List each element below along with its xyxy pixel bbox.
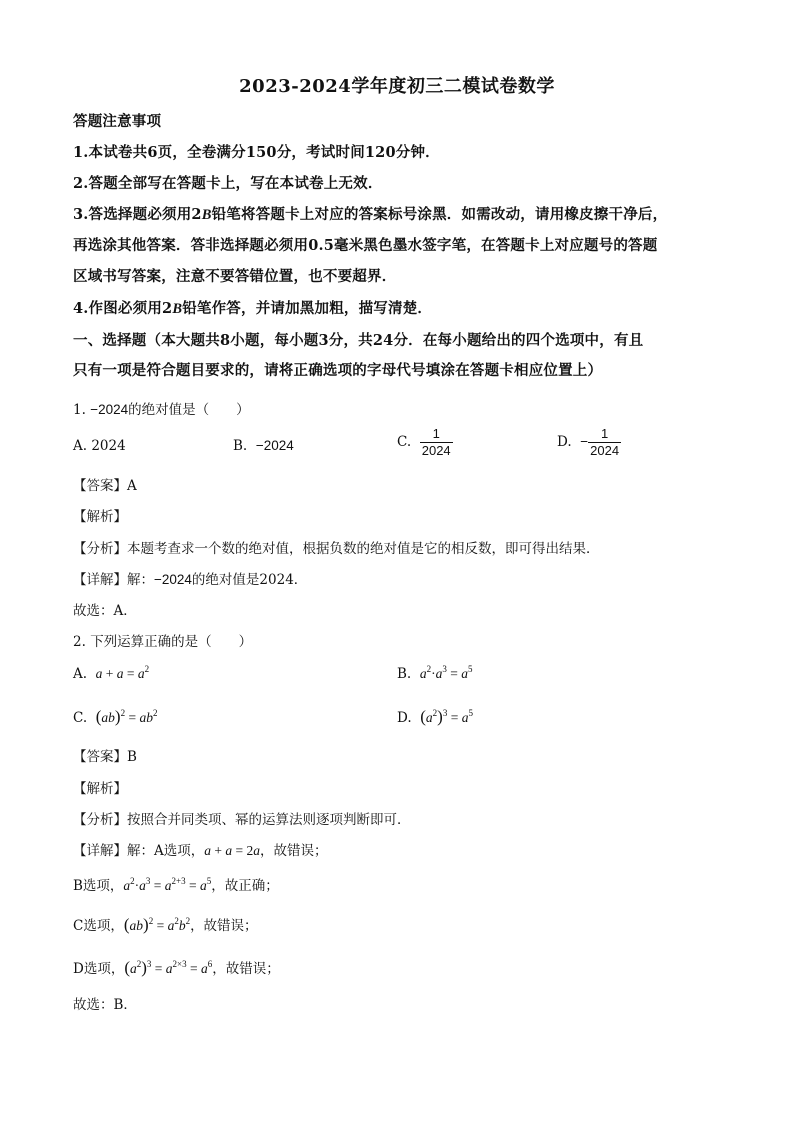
q1-fenxi: 【分析】本题考查求一个数的绝对值，根据负数的绝对值是它的相反数，即可得出结果． <box>73 541 600 557</box>
q2-option-b: B. $a^2\cdot a^3 = a^5$ <box>397 664 473 682</box>
q2-fenxi: 【分析】按照合并同类项、幂的运算法则逐项判断即可． <box>73 812 411 828</box>
section-heading-line-2: 只有一项是符合题目要求的，请将正确选项的字母代号填涂在答题卡相应位置上） <box>73 362 603 379</box>
q1-analysis-label: 【解析】 <box>73 509 127 525</box>
q1-choose: 故选：A． <box>73 603 137 619</box>
q2-detail-c: C选项，$(ab)^2 = a^2b^2$，故错误； <box>73 915 258 934</box>
note-3-line-1: 3.答选择题必须用2B铅笔将答题卡上对应的答案标号涂黑．如需改动，请用橡皮擦干净后， <box>73 206 668 223</box>
q2-detail-b: B选项，$a^2\cdot a^3 = a^{2+3} = a^5$，故正确； <box>73 876 279 894</box>
q1-answer: 【答案】A <box>73 478 137 494</box>
q2-option-d: D. $(a^2)^3 = a^5$ <box>397 707 473 726</box>
notes-heading: 答题注意事项 <box>73 113 162 130</box>
q1-stem: 1. −2024的绝对值是（ ） <box>73 402 250 418</box>
q2-analysis-label: 【解析】 <box>73 781 127 797</box>
q2-option-a: A. $a + a = a^2$ <box>73 664 150 682</box>
q1-option-d: D. − $\frac{1}{2024}$ <box>557 426 620 458</box>
q1-option-b: B. −2024 <box>233 438 294 454</box>
q2-answer: 【答案】B <box>73 749 137 765</box>
page-title: 2023-2024学年度初三二模试卷数学 <box>239 76 555 97</box>
q2-detail-a: 【详解】解：A选项，a + a = 2a，故错误； <box>73 843 328 859</box>
q2-option-c: C. $(ab)^2 = ab^2$ <box>73 707 158 726</box>
q2-stem: 2. 下列运算正确的是（ ） <box>73 634 253 650</box>
note-3-line-2: 再选涂其他答案．答非选择题必须用0.5毫米黑色墨水签字笔，在答题卡上对应题号的答题 <box>73 237 658 254</box>
note-4: 4.作图必须用2B铅笔作答，并请加黑加粗，描写清楚． <box>73 300 433 317</box>
q1-detail: 【详解】解：−2024的绝对值是2024． <box>73 572 308 588</box>
q1-option-a: A. 2024 <box>73 438 126 454</box>
note-2: 2.答题全部写在答题卡上，写在本试卷上无效． <box>73 175 383 192</box>
q1-option-c: C. $\frac{1}{2024}$ <box>397 426 451 458</box>
note-3-line-3: 区域书写答案，注意不要答错位置，也不要超界． <box>73 268 397 285</box>
q2-choose: 故选：B． <box>73 997 137 1013</box>
section-heading-line-1: 一、选择题（本大题共8小题，每小题3分，共24分．在每小题给出的四个选项中，有且 <box>73 332 644 349</box>
note-1: 1.本试卷共6页，全卷满分150分，考试时间120分钟． <box>73 144 440 161</box>
q2-detail-d: D选项，$(a^2)^3 = a^{2\times 3} = a^6$，故错误； <box>73 958 280 977</box>
